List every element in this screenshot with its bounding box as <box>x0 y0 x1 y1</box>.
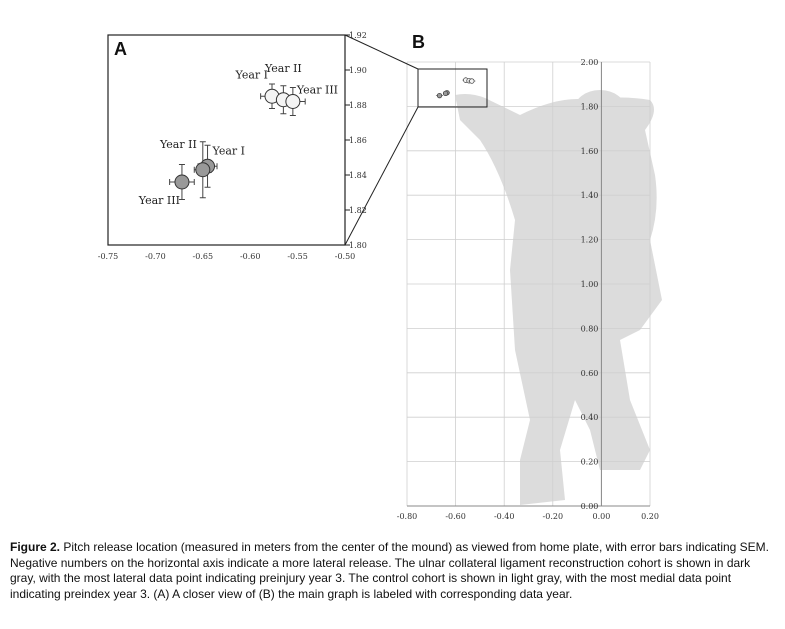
panel-a-y-tick-label: 1.86 <box>349 136 367 145</box>
panel-a-x-tick-label: -0.60 <box>239 252 261 261</box>
panel-a-label: A <box>114 39 127 59</box>
panel-a-x-tick-label: -0.70 <box>145 252 166 261</box>
panel-b-x-tick-label: -0.80 <box>396 512 418 521</box>
panel-b-y-tick-label: 0.00 <box>580 502 599 511</box>
point-annotation-label: Year II <box>264 61 302 75</box>
panel-b-x-tick-label: -0.60 <box>445 512 466 521</box>
pitcher-silhouette-icon <box>455 90 662 505</box>
data-point <box>175 175 189 189</box>
panel-b-x-tick-label: 0.20 <box>641 512 659 521</box>
panel-a-x-tick-label: -0.65 <box>192 252 214 261</box>
panel-a-x-tick-label: -0.50 <box>334 252 356 261</box>
caption-text: Pitch release location (measured in meters from the center of the mound) as viewed from home plate, with error bars indicating SEM. Negative numbers on the horizontal axis indicate a more lateral release. The ulnar collateral ligament reconstruction cohort is shown in dark gray, with the most lateral data point indicating preinjury year 3. The control cohort is shown in light gray, with the most medial data point indicating preindex year 3. (A) A closer view of (B) the main graph is labeled with corresponding data year. <box>10 540 770 601</box>
panel-b-x-tick-label: 0.00 <box>592 512 611 521</box>
inset-data-point <box>443 91 448 96</box>
panel-b-y-tick-label: 1.40 <box>580 191 599 201</box>
inset-data-point <box>437 93 442 98</box>
panel-b-y-tick-label: 1.20 <box>580 235 599 245</box>
panel-b-x-tick-label: -0.20 <box>542 512 564 521</box>
zoom-line-top <box>345 35 418 69</box>
caption-label: Figure 2. <box>10 540 61 554</box>
panel-a-y-tick-label: 1.82 <box>349 206 367 215</box>
panel-a-frame <box>108 35 345 245</box>
point-annotation-label: Year I <box>212 144 246 158</box>
figure-caption <box>10 540 770 602</box>
point-annotation-label: Year III <box>296 83 339 97</box>
panel-b-y-tick-label: 2.00 <box>580 58 599 67</box>
panel-b-y-tick-label: 0.80 <box>580 324 599 334</box>
panel-b-label: B <box>412 32 425 52</box>
panel-a-y-tick-label: 1.80 <box>349 241 367 250</box>
panel-b-y-tick-label: 1.00 <box>580 280 599 289</box>
data-point <box>196 163 210 177</box>
panel-a-y-tick-label: 1.90 <box>349 66 367 75</box>
panel-a-x-tick-label: -0.55 <box>287 252 308 261</box>
panel-a-x-tick-label: -0.75 <box>97 252 119 261</box>
panel-b-y-tick-label: 1.60 <box>580 146 599 156</box>
panel-b-y-tick-label: 0.60 <box>580 368 599 378</box>
point-annotation-label: Year I <box>235 68 269 82</box>
panel-b-y-tick-label: 0.40 <box>580 413 599 423</box>
panel-a <box>98 31 367 261</box>
panel-b-y-tick-label: 1.80 <box>580 102 599 112</box>
panel-a-y-tick-label: 1.92 <box>349 31 367 40</box>
point-annotation-label: Year II <box>159 137 197 151</box>
panel-b-x-tick-label: -0.40 <box>493 512 515 521</box>
inset-data-point <box>470 79 475 84</box>
panel-b-y-tick-label: 0.20 <box>580 457 599 467</box>
panel-a-y-tick-label: 1.88 <box>349 101 367 110</box>
data-point <box>286 95 300 109</box>
point-annotation-label: Year III <box>138 194 180 207</box>
panel-a-y-tick-label: 1.84 <box>349 171 367 180</box>
